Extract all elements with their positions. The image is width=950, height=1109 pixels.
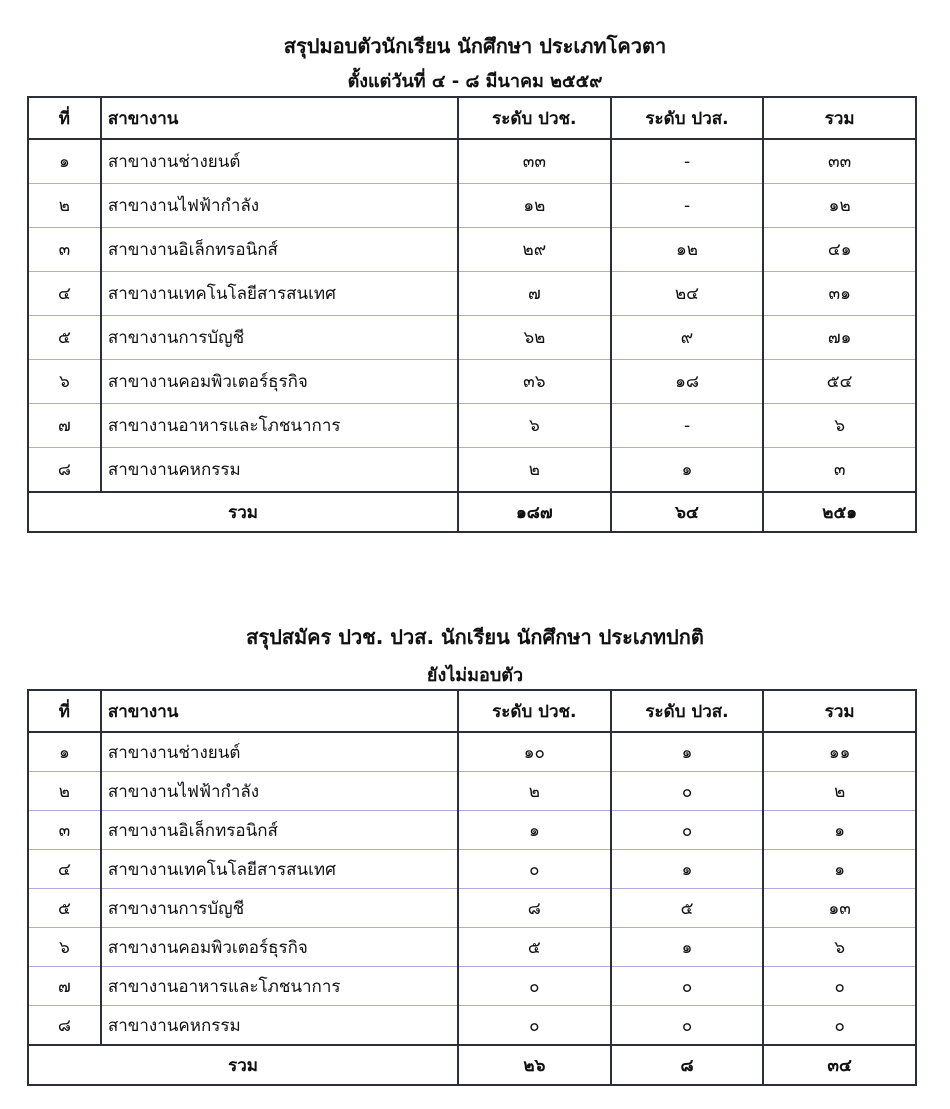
cell-sum: ๑๒ [763,184,916,228]
header-department: สาขางาน [101,690,458,732]
cell-department: สาขางานเทคโนโลยีสารสนเทศ [101,272,458,316]
cell-sum: ๕๔ [763,360,916,404]
cell-vocational-cert: ๗ [458,272,611,316]
table2-title: สรุปสมัคร ปวช. ปวส. นักเรียน นักศึกษา ประเภทปกติ [246,625,704,649]
cell-vocational-cert: ๑ [458,811,611,850]
cell-department: สาขางานคอมพิวเตอร์ธุรกิจ [101,360,458,404]
header-row [28,690,916,732]
cell-index: ๕ [28,889,101,928]
table1-title: สรุปมอบตัวนักเรียน นักศึกษา ประเภทโควตา [283,34,667,58]
header-high-vocational-cert: ระดับ ปวส. [611,97,764,139]
cell-index: ๓ [28,228,101,272]
regular-applicants-table [27,689,917,1086]
table-row [28,360,916,404]
cell-department: สาขางานการบัญชี [101,316,458,360]
table-row [28,272,916,316]
cell-sum: ๑๑ [763,732,916,772]
cell-vocational-cert: ๓๖ [458,360,611,404]
header-vocational-cert: ระดับ ปวช. [458,97,611,139]
table-row [28,184,916,228]
cell-index: ๘ [28,1006,101,1046]
cell-department: สาขางานอาหารและโภชนาการ [101,404,458,448]
total-sum: ๒๕๑ [763,492,916,532]
total-high-vocational-cert: ๘ [611,1045,764,1085]
total-label: รวม [28,492,458,532]
table-row [28,732,916,772]
cell-high-vocational-cert: ๐ [611,811,764,850]
header-row [28,97,916,139]
cell-vocational-cert: ๖๒ [458,316,611,360]
total-sum: ๓๔ [763,1045,916,1085]
table-row [28,850,916,889]
cell-department: สาขางานช่างยนต์ [101,139,458,184]
header-sum: รวม [763,690,916,732]
cell-department: สาขางานคอมพิวเตอร์ธุรกิจ [101,928,458,967]
header-sum: รวม [763,97,916,139]
table-row [28,228,916,272]
cell-index: ๑ [28,732,101,772]
cell-index: ๒ [28,184,101,228]
cell-sum: ๗๑ [763,316,916,360]
cell-vocational-cert: ๐ [458,967,611,1006]
cell-high-vocational-cert: ๒๔ [611,272,764,316]
cell-index: ๗ [28,404,101,448]
cell-department: สาขางานอิเล็กทรอนิกส์ [101,228,458,272]
header-department: สาขางาน [101,97,458,139]
cell-department: สาขางานไฟฟ้ากำลัง [101,772,458,811]
cell-high-vocational-cert: ๑๘ [611,360,764,404]
total-row [28,492,916,532]
cell-sum: ๓๑ [763,272,916,316]
header-high-vocational-cert: ระดับ ปวส. [611,690,764,732]
cell-sum: ๑ [763,850,916,889]
cell-index: ๔ [28,850,101,889]
cell-high-vocational-cert: ๑๒ [611,228,764,272]
cell-index: ๘ [28,448,101,493]
cell-high-vocational-cert: - [611,139,764,184]
table-row [28,404,916,448]
cell-high-vocational-cert: - [611,404,764,448]
cell-high-vocational-cert: ๐ [611,1006,764,1046]
cell-index: ๔ [28,272,101,316]
table-row [28,811,916,850]
cell-index: ๖ [28,928,101,967]
cell-vocational-cert: ๐ [458,1006,611,1046]
table-row [28,316,916,360]
cell-department: สาขางานอาหารและโภชนาการ [101,967,458,1006]
cell-department: สาขางานคหกรรม [101,1006,458,1046]
cell-vocational-cert: ๒ [458,448,611,493]
cell-vocational-cert: ๖ [458,404,611,448]
total-high-vocational-cert: ๖๔ [611,492,764,532]
cell-index: ๒ [28,772,101,811]
cell-index: ๗ [28,967,101,1006]
cell-sum: ๔๑ [763,228,916,272]
table-row [28,1006,916,1046]
cell-high-vocational-cert: ๑ [611,448,764,493]
cell-high-vocational-cert: ๑ [611,850,764,889]
header-index: ที่ [28,690,101,732]
total-vocational-cert: ๒๖ [458,1045,611,1085]
table-row [28,889,916,928]
cell-sum: ๖ [763,404,916,448]
cell-vocational-cert: ๐ [458,850,611,889]
cell-sum: ๓๓ [763,139,916,184]
total-row [28,1045,916,1085]
cell-department: สาขางานการบัญชี [101,889,458,928]
header-index: ที่ [28,97,101,139]
cell-department: สาขางานช่างยนต์ [101,732,458,772]
cell-index: ๕ [28,316,101,360]
total-label: รวม [28,1045,458,1085]
table-row [28,139,916,184]
cell-sum: ๓ [763,448,916,493]
cell-high-vocational-cert: ๐ [611,967,764,1006]
cell-index: ๑ [28,139,101,184]
cell-vocational-cert: ๕ [458,928,611,967]
cell-high-vocational-cert: ๑ [611,732,764,772]
cell-high-vocational-cert: - [611,184,764,228]
table-row [28,772,916,811]
cell-high-vocational-cert: ๐ [611,772,764,811]
cell-index: ๖ [28,360,101,404]
cell-sum: ๖ [763,928,916,967]
cell-vocational-cert: ๑๒ [458,184,611,228]
cell-vocational-cert: ๘ [458,889,611,928]
table-row [28,928,916,967]
table-row [28,967,916,1006]
cell-department: สาขางานไฟฟ้ากำลัง [101,184,458,228]
total-vocational-cert: ๑๘๗ [458,492,611,532]
cell-high-vocational-cert: ๑ [611,928,764,967]
cell-vocational-cert: ๒๙ [458,228,611,272]
table1-subtitle: ตั้งแต่วันที่ ๔ - ๘ มีนาคม ๒๕๕๙ [347,71,603,92]
cell-sum: ๑ [763,811,916,850]
cell-department: สาขางานคหกรรม [101,448,458,493]
table2-subtitle: ยังไม่มอบตัว [426,665,524,686]
header-vocational-cert: ระดับ ปวช. [458,690,611,732]
cell-department: สาขางานอิเล็กทรอนิกส์ [101,811,458,850]
cell-high-vocational-cert: ๙ [611,316,764,360]
cell-sum: ๑๓ [763,889,916,928]
cell-vocational-cert: ๓๓ [458,139,611,184]
cell-index: ๓ [28,811,101,850]
table-row [28,448,916,493]
cell-high-vocational-cert: ๕ [611,889,764,928]
cell-sum: ๐ [763,967,916,1006]
cell-sum: ๒ [763,772,916,811]
quota-enrollment-table [27,96,917,533]
cell-vocational-cert: ๑๐ [458,732,611,772]
cell-sum: ๐ [763,1006,916,1046]
cell-department: สาขางานเทคโนโลยีสารสนเทศ [101,850,458,889]
cell-vocational-cert: ๒ [458,772,611,811]
